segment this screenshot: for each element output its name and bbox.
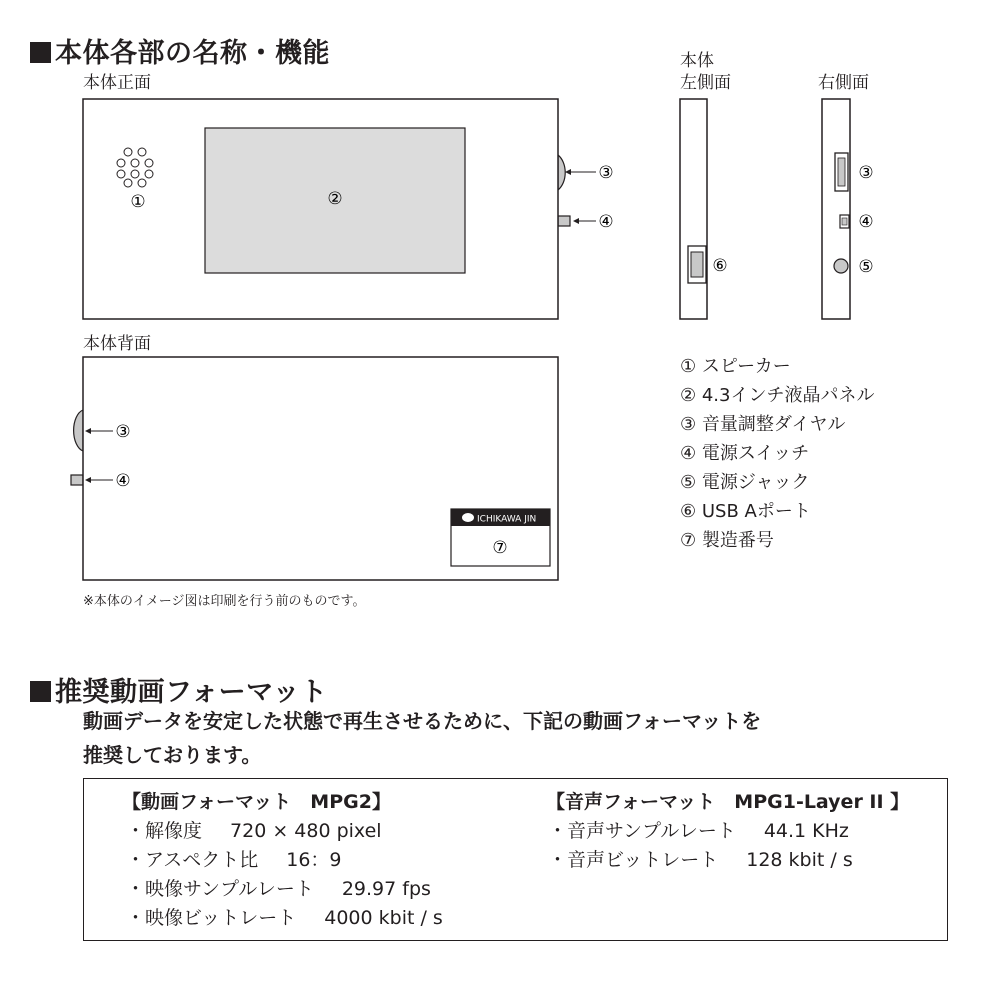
legend-item: ② 4.3インチ液晶パネル xyxy=(680,385,875,406)
right-side-body xyxy=(822,99,850,319)
right-side-view xyxy=(822,99,874,319)
marker-usb: ⑥ xyxy=(712,256,728,276)
legend-item: ⑥ USB Aポート xyxy=(680,501,811,522)
marker-dial-back: ③ xyxy=(115,422,131,442)
marker-switch-side: ④ xyxy=(858,212,874,232)
right-view-label: 右側面 xyxy=(818,73,869,93)
legend-item: ④ 電源スイッチ xyxy=(680,443,810,464)
power-jack xyxy=(834,259,848,273)
legend-item: ⑤ 電源ジャック xyxy=(680,472,810,493)
image-note: ※本体のイメージ図は印刷を行う前のものです。 xyxy=(83,594,366,609)
marker-speaker: ① xyxy=(130,192,146,212)
left-view-label-line2: 左側面 xyxy=(680,73,731,93)
format-box xyxy=(83,778,948,941)
video-spec-item: ・映像サンプルレート 29.97 fps xyxy=(126,878,431,900)
video-spec-item: ・解像度 720 × 480 pixel xyxy=(126,820,382,842)
left-side-view xyxy=(680,99,728,319)
section-title-format: 推奨動画フォーマット xyxy=(30,670,328,709)
intro-line-2: 推奨しております。 xyxy=(83,743,262,767)
video-spec-item: ・映像ビットレート 4000 kbit / s xyxy=(126,907,443,929)
front-view xyxy=(83,99,614,319)
power-switch-back xyxy=(71,475,83,485)
volume-dial-back xyxy=(74,410,83,451)
marker-switch-front: ④ xyxy=(598,212,614,232)
audio-spec-item: ・音声サンプルレート 44.1 KHz xyxy=(548,820,849,842)
intro-line-1: 動画データを安定した状態で再生させるために、下記の動画フォーマットを xyxy=(83,709,762,733)
front-view-label: 本体正面 xyxy=(83,73,151,93)
square-bullet-icon xyxy=(30,681,51,702)
power-switch-front xyxy=(558,216,570,226)
back-view xyxy=(71,357,558,580)
audio-spec-item: ・音声ビットレート 128 kbit / s xyxy=(548,849,853,871)
left-side-body xyxy=(680,99,707,319)
section-title-parts: 本体各部の名称・機能 xyxy=(30,31,330,70)
marker-lcd: ② xyxy=(327,189,343,209)
marker-dial-side: ③ xyxy=(858,163,874,183)
legend-item: ⑦ 製造番号 xyxy=(680,530,774,551)
marker-dial-front: ③ xyxy=(598,163,614,183)
brand-text: ICHIKAWA JIN xyxy=(477,514,537,525)
volume-dial-front xyxy=(558,155,565,190)
audio-format-title: 【音声フォーマット MPG1-Layer II 】 xyxy=(546,791,910,813)
legend-item: ① スピーカー xyxy=(680,356,791,377)
marker-switch-back: ④ xyxy=(115,471,131,491)
video-format-title: 【動画フォーマット MPG2】 xyxy=(122,791,391,813)
legend-item: ③ 音量調整ダイヤル xyxy=(680,414,846,435)
left-view-label-line1: 本体 xyxy=(680,51,714,71)
marker-jack: ⑤ xyxy=(858,257,874,277)
brand-logo-icon xyxy=(462,513,474,522)
video-spec-item: ・アスペクト比 16：9 xyxy=(126,849,342,871)
marker-serial: ⑦ xyxy=(492,538,508,558)
back-view-label: 本体背面 xyxy=(83,334,151,354)
